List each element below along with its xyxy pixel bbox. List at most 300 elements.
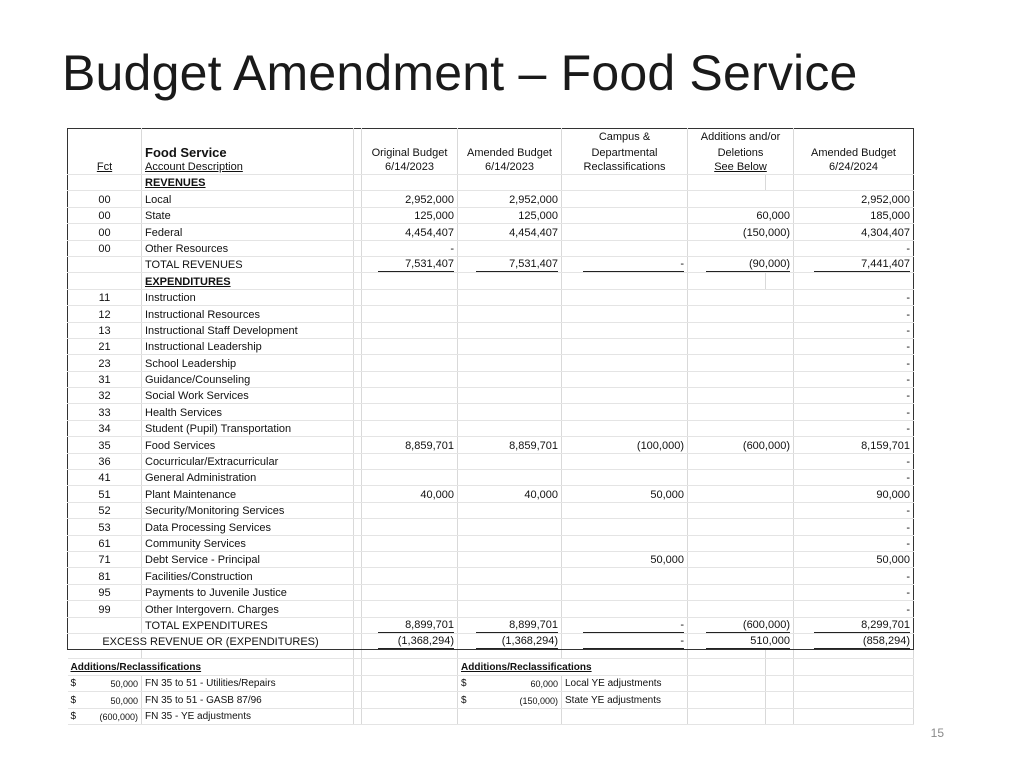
table-row [68, 404, 914, 420]
table-cell [354, 355, 362, 371]
table-cell [354, 708, 362, 724]
fct-cell: 52 [68, 502, 142, 518]
fct-cell: 71 [68, 551, 142, 567]
table-cell [362, 675, 458, 691]
table-cell [354, 470, 362, 486]
fct-cell: 23 [68, 355, 142, 371]
original-budget-cell [362, 420, 458, 436]
description-cell: Debt Service - Principal [142, 551, 354, 567]
original-budget-date: 6/14/2023 [362, 160, 458, 175]
amended-budget-2-cell: - [794, 388, 914, 404]
table-cell [766, 675, 794, 691]
amended-budget-header: Amended Budget [458, 144, 562, 160]
description-cell: Instruction [142, 289, 354, 305]
dollar-sign: $ [70, 710, 77, 722]
total-amended [458, 633, 562, 649]
table-cell [354, 420, 362, 436]
fct-cell: 34 [68, 420, 142, 436]
additions-cell: 60,000 [688, 207, 794, 223]
table-row [68, 519, 914, 535]
table-cell [362, 273, 458, 289]
table-row [68, 584, 914, 600]
original-budget-cell [362, 535, 458, 551]
table-cell [354, 617, 362, 633]
table-cell [362, 129, 458, 145]
total-original-value: 8,899,701 [378, 618, 454, 633]
fct-cell: 35 [68, 437, 142, 453]
table-cell [354, 633, 362, 649]
table-row [68, 551, 914, 567]
right-adjustment-desc: Local YE adjustments [562, 675, 688, 691]
additions-cell: (150,000) [688, 224, 794, 240]
amended-budget-2-cell: - [794, 601, 914, 617]
table-cell [354, 240, 362, 256]
table-cell [68, 650, 142, 659]
left-adjustments-title-value: Additions/Reclassifications [70, 661, 202, 673]
campus-reclass-cell [562, 338, 688, 354]
left-adjustment-desc: FN 35 - YE adjustments [142, 708, 354, 724]
table-cell [354, 191, 362, 207]
table-cell [142, 650, 354, 659]
table-cell [794, 675, 914, 691]
additions-cell [688, 502, 794, 518]
table-cell [354, 519, 362, 535]
original-budget-cell [362, 470, 458, 486]
table-row [68, 355, 914, 371]
original-budget-cell [362, 584, 458, 600]
total-additions-value: (90,000) [706, 257, 790, 272]
original-budget-cell [362, 453, 458, 469]
adjustment-row [68, 692, 914, 708]
campus-reclass-cell [562, 568, 688, 584]
table-row [68, 470, 914, 486]
amended-budget-cell: 125,000 [458, 207, 562, 223]
table-cell [354, 437, 362, 453]
total-additions-value: (600,000) [706, 618, 790, 633]
total-amended-2 [794, 256, 914, 272]
table-cell [354, 207, 362, 223]
amended-budget-2-cell: - [794, 519, 914, 535]
additions-cell [688, 404, 794, 420]
total-additions-value: 510,000 [706, 634, 790, 649]
fct-cell: 33 [68, 404, 142, 420]
total-amended-2-value: 7,441,407 [814, 257, 910, 272]
table-cell [68, 617, 142, 633]
table-row [68, 420, 914, 436]
description-cell: Instructional Staff Development [142, 322, 354, 338]
slide-number: 15 [930, 726, 944, 740]
account-description-header [142, 160, 354, 175]
section-label-value: REVENUES [145, 177, 206, 190]
campus-reclass-cell [562, 224, 688, 240]
additions-cell [688, 355, 794, 371]
description-cell: Instructional Resources [142, 306, 354, 322]
original-budget-cell: 2,952,000 [362, 191, 458, 207]
right-adjustments-title-value: Additions/Reclassifications [461, 661, 592, 673]
table-cell [766, 273, 794, 289]
right-adjustment-desc [562, 708, 688, 724]
amended-budget-2-cell: 4,304,407 [794, 224, 914, 240]
description-cell: Payments to Juvenile Justice [142, 584, 354, 600]
table-cell [458, 175, 562, 191]
account-description-header-value: Account Description [145, 161, 243, 173]
table-cell [354, 338, 362, 354]
description-cell: Social Work Services [142, 388, 354, 404]
total-label: TOTAL REVENUES [142, 256, 354, 272]
table-cell [354, 289, 362, 305]
fct-cell: 53 [68, 519, 142, 535]
left-adjustment-amount [68, 675, 142, 691]
description-cell: Cocurricular/Extracurricular [142, 453, 354, 469]
original-budget-cell [362, 371, 458, 387]
additions-cell [688, 420, 794, 436]
amount-value: 60,000 [530, 679, 558, 690]
left-adjustment-desc: FN 35 to 51 - GASB 87/96 [142, 692, 354, 708]
description-cell: Other Resources [142, 240, 354, 256]
fct-cell: 12 [68, 306, 142, 322]
right-adjustment-amount [458, 675, 562, 691]
additions-cell [688, 568, 794, 584]
header-row-3 [68, 160, 914, 175]
total-original [362, 617, 458, 633]
fct-cell: 21 [68, 338, 142, 354]
dollar-sign: $ [461, 694, 467, 706]
table-row [68, 306, 914, 322]
table-cell [354, 486, 362, 502]
description-cell: Guidance/Counseling [142, 371, 354, 387]
campus-reclass-cell: (100,000) [562, 437, 688, 453]
original-budget-cell [362, 502, 458, 518]
amount-value: (150,000) [519, 695, 558, 706]
campus-reclass-cell: 50,000 [562, 551, 688, 567]
campus-reclass-cell [562, 355, 688, 371]
original-budget-cell: 4,454,407 [362, 224, 458, 240]
campus-reclass-cell [562, 289, 688, 305]
table-row [68, 289, 914, 305]
original-budget-cell [362, 355, 458, 371]
section-label-value: EXPENDITURES [145, 275, 231, 288]
amended-budget-cell [458, 240, 562, 256]
table-cell [562, 175, 688, 191]
total-label: EXCESS REVENUE OR (EXPENDITURES) [68, 633, 354, 649]
additions-cell [688, 535, 794, 551]
dollar-sign: $ [70, 678, 77, 690]
amended-budget-2-date: 6/24/2024 [794, 160, 914, 175]
table-row [68, 568, 914, 584]
table-cell [562, 273, 688, 289]
table-cell [354, 388, 362, 404]
fct-cell: 36 [68, 453, 142, 469]
table-cell [362, 708, 458, 724]
table-row [68, 338, 914, 354]
table-cell [68, 256, 142, 272]
amended-budget-2-cell: - [794, 338, 914, 354]
table-cell [362, 659, 458, 675]
additions-cell [688, 322, 794, 338]
table-row [68, 207, 914, 223]
description-cell: Data Processing Services [142, 519, 354, 535]
table-row [68, 388, 914, 404]
table-row [68, 601, 914, 617]
section-title: Food Service [142, 144, 354, 160]
additions-cell [688, 338, 794, 354]
table-cell [362, 650, 458, 659]
amended-budget-cell: 2,952,000 [458, 191, 562, 207]
slide-title: Budget Amendment – Food Service [62, 45, 858, 101]
additions-cell [688, 453, 794, 469]
total-campus [562, 617, 688, 633]
campus-reclass-cell [562, 404, 688, 420]
left-adjustment-amount [68, 692, 142, 708]
right-adjustment-amount [458, 692, 562, 708]
left-adjustment-amount [68, 708, 142, 724]
total-amended-value: (1,368,294) [476, 634, 558, 649]
description-cell: Health Services [142, 404, 354, 420]
table-cell [354, 568, 362, 584]
amended-budget-cell [458, 519, 562, 535]
amended-budget-2-cell: 50,000 [794, 551, 914, 567]
additions-cell [688, 486, 794, 502]
table-cell [688, 675, 766, 691]
table-row [68, 535, 914, 551]
amended-budget-date: 6/14/2023 [458, 160, 562, 175]
description-cell: Food Services [142, 437, 354, 453]
campus-reclass-cell [562, 240, 688, 256]
table-cell [688, 650, 766, 659]
original-budget-cell [362, 338, 458, 354]
total-additions [688, 256, 794, 272]
header-row-1 [68, 129, 914, 145]
additions-cell [688, 470, 794, 486]
dollar-sign: $ [70, 694, 77, 706]
campus-reclass-cell [562, 420, 688, 436]
amended-budget-cell [458, 502, 562, 518]
fct-cell: 61 [68, 535, 142, 551]
campus-reclass-cell [562, 388, 688, 404]
table-row [68, 453, 914, 469]
amended-budget-2-cell: - [794, 306, 914, 322]
fct-header [68, 160, 142, 175]
table-cell [68, 144, 142, 160]
campus-reclass-cell [562, 601, 688, 617]
campus-reclass-cell [562, 191, 688, 207]
amended-budget-2-cell: - [794, 453, 914, 469]
table-cell [766, 692, 794, 708]
right-adjustments-title [458, 659, 688, 675]
total-expenditures-row [68, 617, 914, 633]
adjustment-row [68, 708, 914, 724]
dollar-sign: $ [461, 678, 467, 690]
table-cell [458, 650, 562, 659]
table-cell [354, 650, 362, 659]
table-cell [766, 175, 794, 191]
table-cell [354, 659, 362, 675]
table-cell [354, 371, 362, 387]
amended-budget-cell [458, 322, 562, 338]
description-cell: Other Intergovern. Charges [142, 601, 354, 617]
section-label [142, 175, 354, 191]
table-cell [794, 659, 914, 675]
amended-budget-cell [458, 388, 562, 404]
amended-budget-2-header: Amended Budget [794, 144, 914, 160]
section-label-row [68, 273, 914, 289]
original-budget-cell [362, 404, 458, 420]
amended-budget-cell [458, 584, 562, 600]
campus-reclass-cell [562, 453, 688, 469]
total-additions [688, 617, 794, 633]
amended-budget-2-cell: - [794, 404, 914, 420]
description-cell: Security/Monitoring Services [142, 502, 354, 518]
additions-header-line3 [688, 160, 794, 175]
total-original-value: (1,368,294) [378, 634, 454, 649]
fct-cell: 00 [68, 191, 142, 207]
amended-budget-cell [458, 420, 562, 436]
table-row [68, 224, 914, 240]
amended-budget-cell [458, 371, 562, 387]
amended-budget-2-cell: - [794, 355, 914, 371]
table-cell [354, 306, 362, 322]
total-amended-2-value: 8,299,701 [814, 618, 910, 633]
table-cell [354, 535, 362, 551]
total-amended-2-value: (858,294) [814, 634, 910, 649]
additions-cell [688, 519, 794, 535]
fct-cell: 41 [68, 470, 142, 486]
additions-cell [688, 240, 794, 256]
header-row-2 [68, 144, 914, 160]
additions-cell [688, 289, 794, 305]
amended-budget-2-cell: - [794, 470, 914, 486]
total-original [362, 633, 458, 649]
total-campus [562, 633, 688, 649]
original-budget-cell [362, 519, 458, 535]
additions-cell [688, 191, 794, 207]
table-cell [794, 175, 914, 191]
table-cell [362, 175, 458, 191]
table-cell [354, 453, 362, 469]
right-adjustment-desc: State YE adjustments [562, 692, 688, 708]
table-cell [688, 273, 766, 289]
adjustment-row [68, 675, 914, 691]
total-amended-2 [794, 617, 914, 633]
table-cell [688, 708, 766, 724]
table-row [68, 240, 914, 256]
left-adjustments-title [68, 659, 354, 675]
fct-cell: 00 [68, 240, 142, 256]
table-cell [688, 175, 766, 191]
description-cell: Student (Pupil) Transportation [142, 420, 354, 436]
amended-budget-cell [458, 470, 562, 486]
total-label: TOTAL EXPENDITURES [142, 617, 354, 633]
fct-cell: 81 [68, 568, 142, 584]
amended-budget-cell [458, 535, 562, 551]
campus-reclass-cell [562, 502, 688, 518]
additions-cell [688, 601, 794, 617]
table-cell [562, 650, 688, 659]
total-amended [458, 617, 562, 633]
fct-cell: 99 [68, 601, 142, 617]
table-cell [354, 601, 362, 617]
table-cell [458, 129, 562, 145]
table-cell [354, 129, 362, 145]
campus-reclass-cell [562, 470, 688, 486]
table-cell [142, 129, 354, 145]
table-cell [354, 322, 362, 338]
amended-budget-cell [458, 453, 562, 469]
original-budget-cell: 125,000 [362, 207, 458, 223]
total-campus-value: - [583, 634, 684, 649]
original-budget-cell: 8,859,701 [362, 437, 458, 453]
table-cell [354, 584, 362, 600]
table-row [68, 371, 914, 387]
campus-reclass-cell [562, 535, 688, 551]
table-cell [354, 404, 362, 420]
amended-budget-cell [458, 551, 562, 567]
campus-reclass-cell [562, 306, 688, 322]
total-amended [458, 256, 562, 272]
table-cell [458, 273, 562, 289]
campus-reclass-cell [562, 584, 688, 600]
additions-header-line1: Additions and/or [688, 129, 794, 145]
original-budget-cell [362, 289, 458, 305]
description-cell: School Leadership [142, 355, 354, 371]
total-amended-2 [794, 633, 914, 649]
description-cell: General Administration [142, 470, 354, 486]
campus-reclass-cell: 50,000 [562, 486, 688, 502]
table-cell [68, 273, 142, 289]
table-cell [766, 659, 794, 675]
total-campus-value: - [583, 257, 684, 272]
fct-cell: 31 [68, 371, 142, 387]
table-cell [688, 659, 766, 675]
table-cell [354, 175, 362, 191]
total-campus [562, 256, 688, 272]
original-budget-cell [362, 568, 458, 584]
total-campus-value: - [583, 618, 684, 633]
description-cell: Plant Maintenance [142, 486, 354, 502]
section-label-row [68, 175, 914, 191]
amended-budget-2-cell: - [794, 420, 914, 436]
description-cell: Local [142, 191, 354, 207]
table-cell [354, 551, 362, 567]
table-cell [794, 708, 914, 724]
original-budget-cell: - [362, 240, 458, 256]
total-original [362, 256, 458, 272]
amended-budget-2-cell: - [794, 568, 914, 584]
amended-budget-cell [458, 404, 562, 420]
amount-value: 50,000 [110, 695, 138, 706]
table-row [68, 502, 914, 518]
table-cell [354, 256, 362, 272]
table-cell [794, 650, 914, 659]
table-cell [354, 144, 362, 160]
amended-budget-2-cell: - [794, 371, 914, 387]
fct-cell: 95 [68, 584, 142, 600]
campus-reclass-cell [562, 519, 688, 535]
additions-cell: (600,000) [688, 437, 794, 453]
campus-reclass-cell [562, 207, 688, 223]
amended-budget-cell [458, 568, 562, 584]
amended-budget-2-cell: - [794, 502, 914, 518]
fct-cell: 11 [68, 289, 142, 305]
table-row [68, 437, 914, 453]
spacer-row [68, 650, 914, 659]
original-budget-cell [362, 322, 458, 338]
amended-budget-cell: 4,454,407 [458, 224, 562, 240]
fct-cell: 00 [68, 207, 142, 223]
table-cell [794, 129, 914, 145]
table-row [68, 486, 914, 502]
amended-budget-2-cell: - [794, 584, 914, 600]
